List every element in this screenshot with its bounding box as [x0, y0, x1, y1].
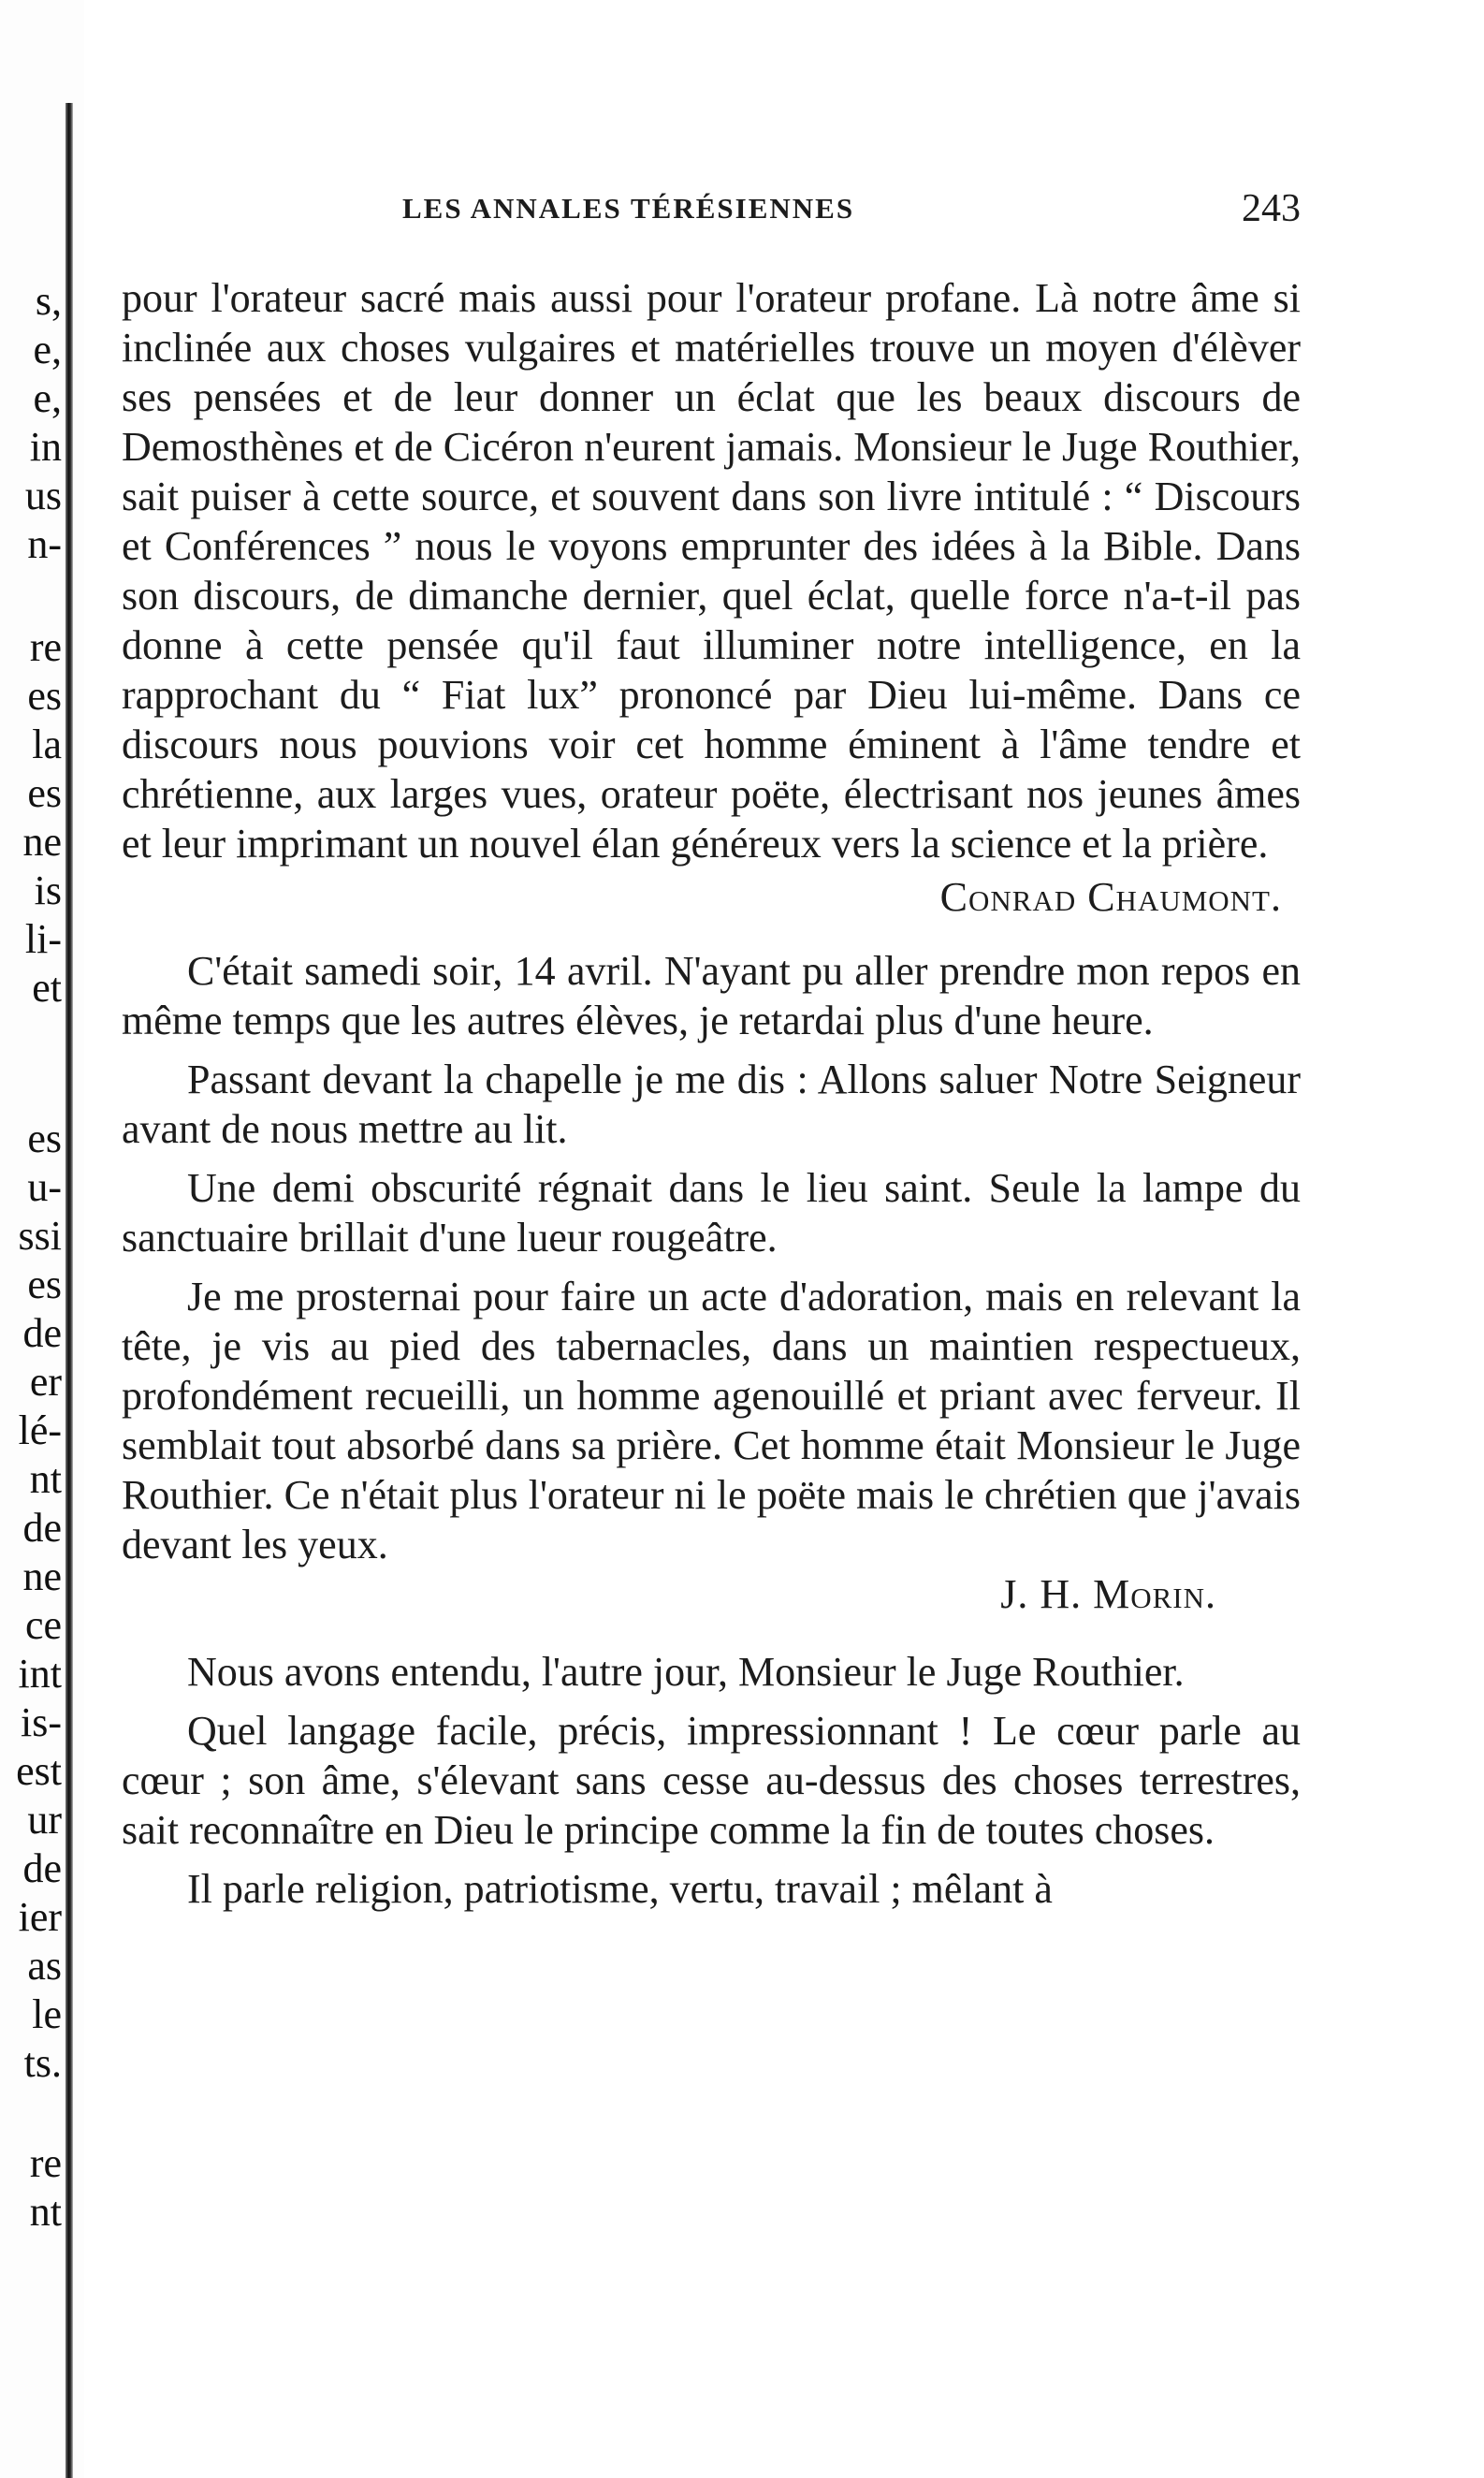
margin-fragment: us	[24, 475, 62, 517]
margin-fragment: re	[29, 2143, 62, 2184]
margin-fragment: la	[32, 724, 62, 765]
margin-fragment: de	[22, 1848, 62, 1889]
signature: Conrad Chaumont.	[939, 874, 1282, 920]
margin-fragment: ce	[24, 1605, 62, 1646]
margin-fragment: li-	[24, 919, 62, 960]
margin-fragment: is-	[21, 1702, 62, 1743]
paragraph: Une demi obscurité régnait dans le lieu saint. Seule la lampe du sanctuaire brillait d'une lueur rougeâtre.	[122, 1165, 1301, 1261]
margin-fragment: as	[27, 1946, 62, 1987]
paragraph: Je me prosternai pour faire un acte d'adoration, mais en relevant la tête, je vis au pied des tabernacles, dans un maintien respectueux, profondément recueilli, un homme agenouillé et priant avec ferveur. Il semblait tout absorbé dans sa prière. Cet homme était Monsieur le Juge Routhier. Ce n'était plus l'orateur ni le poëte mais le chrétien que j'avais devant les yeux.	[122, 1274, 1301, 1567]
margin-fragment: n-	[27, 524, 62, 565]
book-binding-edge	[65, 103, 73, 2478]
margin-fragment: es	[27, 1118, 62, 1159]
paragraph: Passant devant la chapelle je me dis : Allons saluer Notre Seigneur avant de nous mettre au lit.	[122, 1057, 1301, 1152]
margin-fragment: ts.	[23, 2043, 62, 2084]
page-number: 243	[1242, 187, 1301, 230]
margin-fragment: ssi	[18, 1216, 62, 1257]
margin-fragment: es	[27, 1264, 62, 1305]
margin-fragment: le	[32, 1994, 62, 2035]
margin-fragment: nt	[29, 1459, 62, 1500]
margin-fragment: ier	[18, 1897, 62, 1938]
margin-fragment: ne	[22, 1556, 62, 1597]
margin-fragment: est	[16, 1751, 62, 1792]
margin-fragment: ur	[27, 1800, 62, 1841]
margin-fragment: s,	[35, 281, 62, 322]
margin-fragment: nt	[29, 2192, 62, 2233]
margin-fragment: re	[29, 627, 62, 668]
running-title: LES ANNALES TÉRÉSIENNES	[402, 192, 855, 225]
margin-fragment: lé-	[18, 1410, 62, 1451]
paragraph: C'était samedi soir, 14 avril. N'ayant pu aller prendre mon repos en même temps que les autres élèves, je retardai plus d'une heure.	[122, 948, 1301, 1043]
paragraph: Quel langage facile, précis, impressionnant ! Le cœur parle au cœur ; son âme, s'élevant sans cesse au-dessus des choses terrestres, sait reconnaître en Dieu le principe comme la fin de toutes choses.	[122, 1708, 1301, 1853]
margin-fragment: is	[34, 870, 62, 911]
margin-fragment: de	[22, 1508, 62, 1549]
paragraph: Nous avons entendu, l'autre jour, Monsieur le Juge Routhier.	[187, 1649, 1185, 1695]
paragraph: pour l'orateur sacré mais aussi pour l'orateur profane. Là notre âme si inclinée aux choses vulgaires et matérielles trouve un moyen d'élèver ses pensées et de leur donner un éclat que les beaux discours de Demosthènes et de Cicéron n'eurent jamais. Monsieur le Juge Routhier, sait puiser à cette source, et souvent dans son livre intitulé : “ Discours et Conférences ” nous le voyons emprunter des idées à la Bible. Dans son discours, de dimanche dernier, quel éclat, quelle force n'a-t-il pas donne à cette pensée qu'il faut illuminer notre intelligence, en la rapprochant du “ Fiat lux” prononcé par Dieu lui-même. Dans ce discours nous pouvions voir cet homme éminent à l'âme tendre et chrétienne, aux larges vues, orateur poëte, électrisant nos jeunes âmes et leur imprimant un nouvel élan généreux vers la science et la prière.	[122, 275, 1301, 867]
margin-fragment: es	[27, 676, 62, 717]
paragraph: Il parle religion, patriotisme, vertu, travail ; mêlant à	[187, 1866, 1053, 1912]
margin-fragment: e,	[33, 329, 62, 371]
page-header	[122, 187, 1301, 248]
margin-fragment: in	[29, 427, 62, 468]
signature: J. H. Morin.	[1000, 1571, 1216, 1617]
margin-fragment: er	[29, 1362, 62, 1403]
margin-fragment: et	[32, 968, 62, 1009]
margin-fragment: e,	[33, 378, 62, 419]
margin-fragment: es	[27, 773, 62, 814]
margin-fragment: u-	[27, 1167, 62, 1208]
margin-fragment: de	[22, 1313, 62, 1354]
page-body	[122, 273, 1301, 1914]
margin-fragment: ne	[22, 822, 62, 863]
margin-fragment: int	[18, 1654, 62, 1695]
